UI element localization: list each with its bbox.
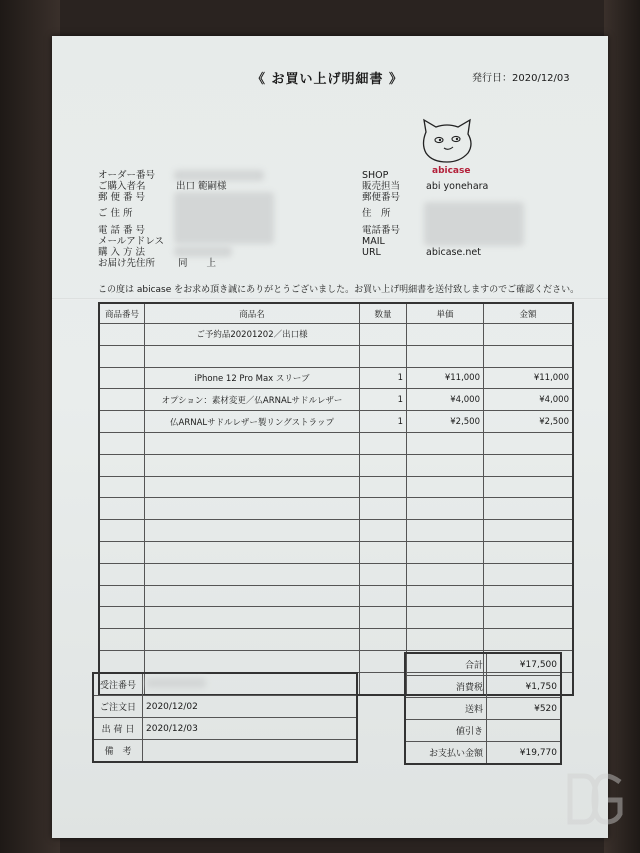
item-code	[99, 345, 145, 367]
redacted-order-number	[146, 678, 206, 688]
item-code	[99, 411, 145, 433]
empty-table-row	[99, 607, 573, 629]
order-info-row	[93, 718, 357, 740]
empty-cell	[407, 607, 484, 629]
watermark-logo-icon	[562, 768, 628, 830]
buyer-value: 出口 範嗣様	[176, 181, 227, 192]
empty-cell	[145, 563, 360, 585]
shipping-value: ¥520	[487, 698, 562, 720]
item-qty: 1	[360, 367, 407, 389]
empty-cell	[360, 432, 407, 454]
item-unit-price	[407, 345, 484, 367]
totals-row	[405, 653, 561, 676]
buyer-label: ご購入者名	[98, 181, 146, 192]
shop-address-label: 住 所	[362, 208, 391, 219]
items-header-row	[99, 303, 573, 324]
empty-cell	[145, 454, 360, 476]
empty-cell	[407, 476, 484, 498]
shop-url-value: abicase.net	[426, 247, 481, 258]
method-label: 購 入 方 法	[98, 247, 146, 258]
item-qty	[360, 324, 407, 346]
item-unit-price: ¥11,000	[407, 367, 484, 389]
item-qty: 1	[360, 389, 407, 411]
empty-cell	[407, 541, 484, 563]
postal-label: 郵 便 番 号	[98, 192, 146, 203]
empty-cell	[407, 563, 484, 585]
item-qty: 1	[360, 411, 407, 433]
note-value	[143, 740, 358, 763]
redacted-address	[174, 192, 274, 244]
address-label: ご 住 所	[98, 208, 133, 219]
tax-value: ¥1,750	[487, 676, 562, 698]
items-table	[98, 302, 574, 696]
note-key: 備 考	[93, 740, 143, 763]
empty-cell	[360, 454, 407, 476]
item-qty	[360, 345, 407, 367]
empty-cell	[145, 585, 360, 607]
totals-row	[405, 698, 561, 720]
shop-url-label: URL	[362, 247, 381, 258]
redacted-order-no	[174, 170, 264, 181]
totals-table	[404, 652, 562, 765]
item-code	[99, 389, 145, 411]
empty-cell	[145, 607, 360, 629]
payment-key: お支払い金額	[405, 742, 487, 765]
empty-cell	[99, 498, 145, 520]
staff-value: abi yonehara	[426, 181, 489, 192]
empty-cell	[484, 520, 574, 542]
empty-cell	[99, 520, 145, 542]
order-no-label: オーダー番号	[98, 170, 156, 181]
subtotal-value: ¥17,500	[487, 653, 562, 676]
totals-row	[405, 720, 561, 742]
order-no-value	[143, 673, 358, 696]
empty-table-row	[99, 585, 573, 607]
empty-cell	[360, 629, 407, 651]
desk-background-left	[0, 0, 60, 853]
phone-label: 電 話 番 号	[98, 225, 146, 236]
empty-table-row	[99, 498, 573, 520]
empty-cell	[484, 541, 574, 563]
order-no-key: 受注番号	[93, 673, 143, 696]
empty-table-row	[99, 629, 573, 651]
order-info-row	[93, 673, 357, 696]
empty-table-row	[99, 541, 573, 563]
empty-cell	[99, 585, 145, 607]
empty-cell	[484, 476, 574, 498]
empty-cell	[407, 629, 484, 651]
empty-cell	[145, 650, 360, 672]
redacted-method	[174, 246, 232, 257]
email-label: メールアドレス	[98, 236, 165, 247]
shop-label: SHOP	[362, 170, 389, 181]
item-unit-price: ¥4,000	[407, 389, 484, 411]
item-code	[99, 367, 145, 389]
document-title: 《 お買い上げ明細書 》	[252, 72, 404, 87]
empty-cell	[407, 498, 484, 520]
empty-table-row	[99, 476, 573, 498]
order-date-key: ご注文日	[93, 696, 143, 718]
item-unit-price: ¥2,500	[407, 411, 484, 433]
delivery-label: お届け先住所	[98, 258, 156, 269]
empty-cell	[484, 432, 574, 454]
empty-cell	[360, 563, 407, 585]
empty-cell	[145, 432, 360, 454]
table-row	[99, 411, 573, 433]
empty-cell	[360, 672, 407, 694]
empty-table-row	[99, 520, 573, 542]
table-row	[99, 389, 573, 411]
cat-logo-icon	[418, 118, 476, 166]
thank-you-message: この度は abicase をお求め頂き誠にありがとうございました。お買い上げ明細書を送付致しますのでご確認ください。	[98, 285, 580, 295]
ship-date-value: 2020/12/03	[143, 718, 358, 740]
empty-table-row	[99, 432, 573, 454]
empty-cell	[360, 476, 407, 498]
table-row	[99, 367, 573, 389]
empty-cell	[484, 585, 574, 607]
empty-cell	[145, 629, 360, 651]
empty-cell	[360, 520, 407, 542]
totals-row	[405, 742, 561, 765]
empty-table-row	[99, 563, 573, 585]
item-name	[145, 345, 360, 367]
item-amount: ¥4,000	[484, 389, 574, 411]
item-unit-price	[407, 324, 484, 346]
empty-cell	[99, 476, 145, 498]
empty-cell	[99, 629, 145, 651]
item-amount: ¥2,500	[484, 411, 574, 433]
item-name: 仏ARNALサドルレザー製リングストラップ	[145, 411, 360, 433]
empty-cell	[484, 498, 574, 520]
shop-mail-label: MAIL	[362, 236, 385, 247]
header-qty: 数量	[360, 303, 407, 324]
totals-row	[405, 676, 561, 698]
desk-background-right	[604, 0, 640, 853]
discount-value	[487, 720, 562, 742]
empty-cell	[484, 563, 574, 585]
staff-label: 販売担当	[362, 181, 401, 192]
empty-cell	[360, 585, 407, 607]
item-name: オプション：素材変更／仏ARNALサドルレザー	[145, 389, 360, 411]
item-name: iPhone 12 Pro Max スリーブ	[145, 367, 360, 389]
empty-cell	[145, 476, 360, 498]
discount-key: 値引き	[405, 720, 487, 742]
delivery-value: 同 上	[178, 258, 217, 269]
table-row	[99, 324, 573, 346]
redacted-shop-address	[424, 202, 524, 246]
shipping-key: 送料	[405, 698, 487, 720]
empty-cell	[360, 607, 407, 629]
invoice-paper	[52, 36, 608, 838]
empty-cell	[99, 454, 145, 476]
empty-cell	[145, 520, 360, 542]
shop-phone-label: 電話番号	[362, 225, 401, 236]
table-row	[99, 345, 573, 367]
empty-cell	[145, 541, 360, 563]
subtotal-key: 合計	[405, 653, 487, 676]
header-amount: 金額	[484, 303, 574, 324]
shop-logo-text: abicase	[432, 166, 471, 176]
ship-date-key: 出 荷 日	[93, 718, 143, 740]
shop-postal-label: 郵便番号	[362, 192, 401, 203]
item-amount	[484, 324, 574, 346]
empty-cell	[99, 541, 145, 563]
empty-table-row	[99, 454, 573, 476]
header-unit: 単価	[407, 303, 484, 324]
order-date-value: 2020/12/02	[143, 696, 358, 718]
order-info-table	[92, 672, 358, 763]
empty-cell	[484, 607, 574, 629]
empty-cell	[99, 432, 145, 454]
header-name: 商品名	[145, 303, 360, 324]
empty-cell	[484, 454, 574, 476]
empty-cell	[99, 650, 145, 672]
empty-cell	[99, 607, 145, 629]
order-info-row	[93, 696, 357, 718]
empty-cell	[360, 650, 407, 672]
item-name: ご予約品20201202／出口様	[145, 324, 360, 346]
empty-cell	[360, 541, 407, 563]
empty-cell	[407, 432, 484, 454]
header-code: 商品番号	[99, 303, 145, 324]
empty-cell	[407, 520, 484, 542]
empty-cell	[360, 498, 407, 520]
item-code	[99, 324, 145, 346]
item-amount: ¥11,000	[484, 367, 574, 389]
empty-cell	[484, 629, 574, 651]
empty-cell	[145, 498, 360, 520]
empty-cell	[407, 454, 484, 476]
empty-cell	[407, 585, 484, 607]
paper-fold-line	[52, 298, 608, 300]
item-amount	[484, 345, 574, 367]
order-info-row	[93, 740, 357, 763]
issue-date: 発行日：2020/12/03	[472, 73, 570, 84]
tax-key: 消費税	[405, 676, 487, 698]
empty-cell	[99, 563, 145, 585]
payment-value: ¥19,770	[487, 742, 562, 765]
